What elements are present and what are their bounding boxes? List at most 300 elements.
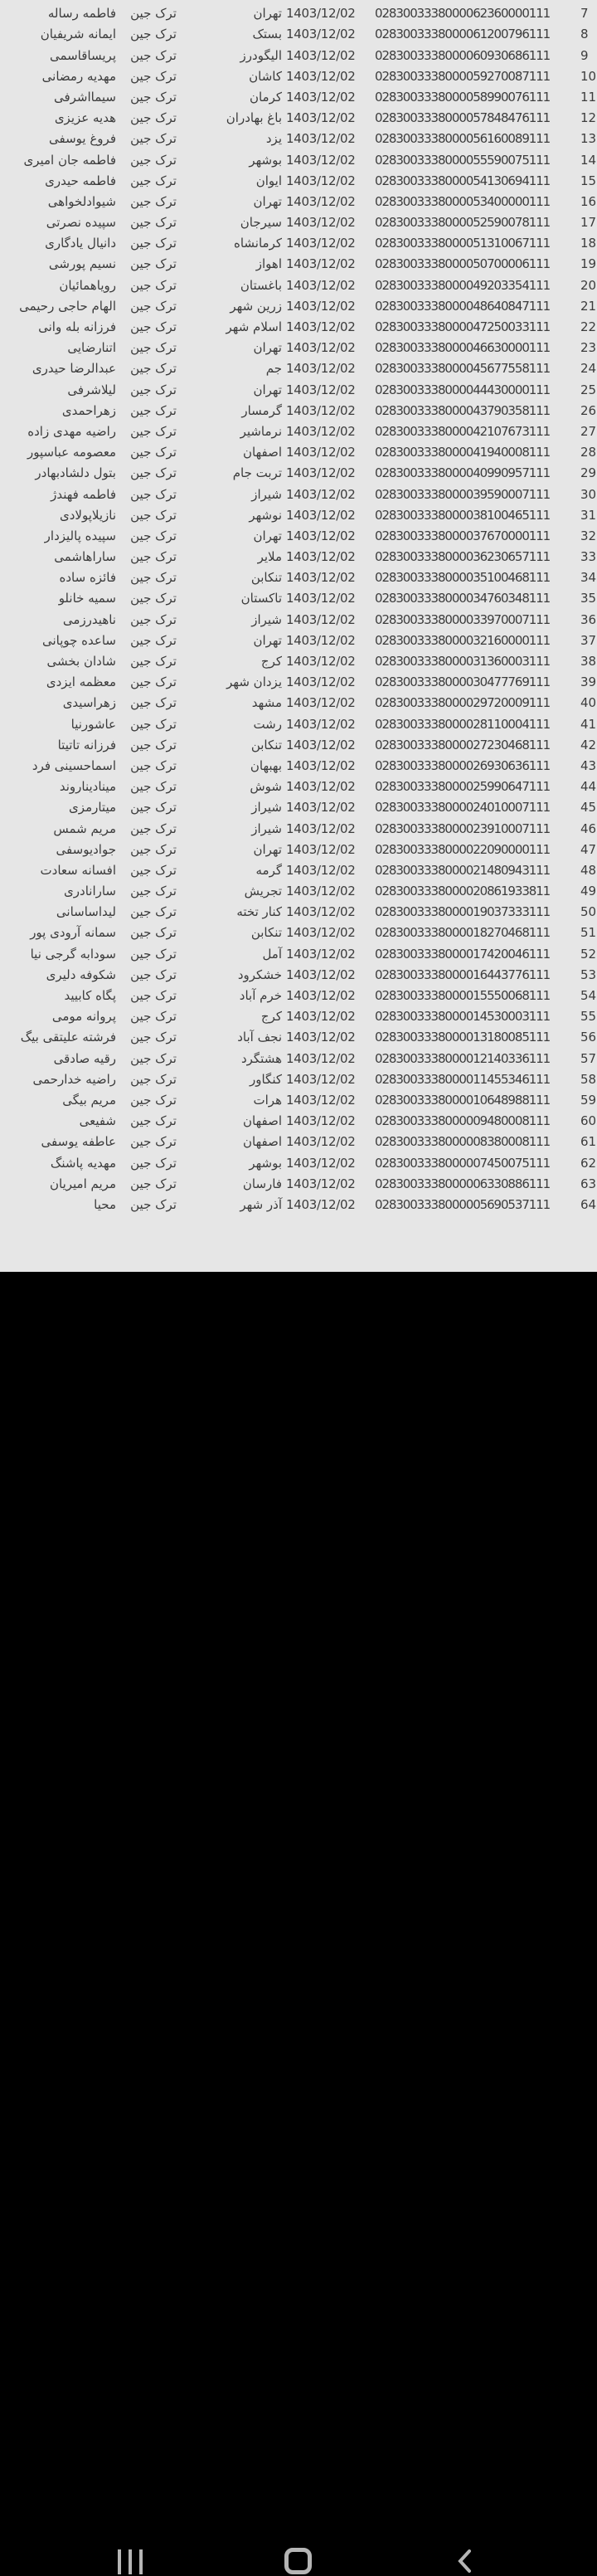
row-number: 34 (580, 570, 597, 586)
date-label: 1403/12/02 (286, 277, 356, 293)
person-name: میتارمزی (69, 800, 116, 816)
row-number: 58 (580, 1071, 597, 1087)
item-type-label: ترک جین (130, 1196, 177, 1212)
item-type-label: ترک جین (130, 632, 177, 648)
table-row[interactable] (0, 902, 597, 923)
city-label: شیراز (251, 611, 282, 627)
row-number: 64 (580, 1196, 597, 1212)
person-name: اتنارضایی (67, 340, 116, 356)
person-name: زهراسیدی (62, 695, 116, 711)
date-label: 1403/12/02 (286, 1155, 356, 1171)
item-type-label: ترک جین (130, 528, 177, 543)
person-name: ایمانه شریفیان (40, 27, 116, 42)
person-name: پگاه کابیید (64, 988, 116, 1003)
person-name: مهدیه رمضانی (41, 68, 116, 84)
barcode-number: 0283003338000052590078111 (375, 215, 551, 231)
row-number: 61 (580, 1134, 597, 1150)
item-type-label: ترک جین (130, 1009, 177, 1025)
item-type-label: ترک جین (130, 277, 177, 293)
row-number: 15 (580, 173, 597, 188)
city-label: ایوان (255, 173, 282, 188)
person-name: دانیال یادگاری (45, 236, 116, 251)
table-row[interactable] (0, 212, 597, 233)
item-type-label: ترک جین (130, 988, 177, 1003)
barcode-number: 0283003338000022090000111 (375, 841, 551, 857)
item-type-label: ترک جین (130, 402, 177, 418)
table-body (0, 0, 597, 1215)
row-number: 41 (580, 716, 597, 732)
city-label: سیرجان (240, 215, 282, 231)
barcode-number: 0283003338000021480943111 (375, 862, 551, 878)
item-type-label: ترک جین (130, 1092, 177, 1108)
city-label: اسلام شهر (226, 319, 282, 334)
barcode-number: 0283003338000055590075111 (375, 152, 551, 168)
barcode-number: 0283003338000029720009111 (375, 695, 551, 711)
city-label: تهران (253, 193, 282, 209)
row-number: 62 (580, 1155, 597, 1171)
row-number: 27 (580, 423, 597, 439)
item-type-label: ترک جین (130, 925, 177, 941)
table-row[interactable] (0, 442, 597, 463)
table-row[interactable] (0, 526, 597, 547)
item-type-label: ترک جین (130, 737, 177, 752)
table-row[interactable] (0, 338, 597, 358)
item-type-label: ترک جین (130, 570, 177, 586)
date-label: 1403/12/02 (286, 988, 356, 1003)
barcode-number: 0283003338000030477769111 (375, 674, 551, 690)
person-name: معصومه عباسپور (27, 445, 116, 460)
person-name: فاطمه جان امیری (23, 152, 116, 168)
date-label: 1403/12/02 (286, 946, 356, 962)
person-name: فاطمه حیدری (45, 173, 116, 188)
home-icon[interactable] (284, 2548, 312, 2574)
person-name: سپیده پالیزدار (44, 528, 116, 543)
city-label: نجف آباد (237, 1030, 282, 1045)
table-row[interactable] (0, 463, 597, 484)
item-type-label: ترک جین (130, 110, 177, 126)
row-number: 53 (580, 967, 597, 982)
city-label: زرین شهر (230, 298, 282, 314)
barcode-number: 0283003338000032160000111 (375, 632, 551, 648)
city-label: هرات (253, 1092, 282, 1108)
barcode-number: 0283003338000023910007111 (375, 821, 551, 836)
row-number: 39 (580, 674, 597, 690)
city-label: آذر شهر (240, 1196, 282, 1212)
city-label: تاکستان (240, 591, 282, 606)
city-label: تهران (253, 6, 282, 22)
barcode-number: 0283003338000048640847111 (375, 298, 551, 314)
row-number: 20 (580, 277, 597, 293)
barcode-number: 0283003338000043790358111 (375, 402, 551, 418)
barcode-number: 0283003338000014530003111 (375, 1009, 551, 1025)
person-name: شیوادلخواهی (47, 193, 116, 209)
table-row[interactable] (0, 150, 597, 171)
item-type-label: ترک جین (130, 904, 177, 920)
city-label: مشهد (251, 695, 282, 711)
item-type-label: ترک جین (130, 946, 177, 962)
person-name: شکوفه دلیری (46, 967, 116, 982)
city-label: کرمانشاه (233, 236, 282, 251)
table-row[interactable] (0, 944, 597, 965)
city-label: اصفهان (243, 1134, 282, 1150)
row-number: 12 (580, 110, 597, 126)
table-row[interactable] (0, 693, 597, 713)
row-number: 42 (580, 737, 597, 752)
item-type-label: ترک جین (130, 193, 177, 209)
date-label: 1403/12/02 (286, 382, 356, 397)
person-name: سارانادری (64, 884, 116, 899)
row-number: 14 (580, 152, 597, 168)
barcode-number: 0283003338000059270087111 (375, 68, 551, 84)
barcode-number: 0283003338000016443776111 (375, 967, 551, 982)
barcode-number: 0283003338000045677558111 (375, 361, 551, 377)
table-row[interactable] (0, 735, 597, 756)
table-row[interactable] (0, 797, 597, 818)
city-label: گرمه (255, 862, 282, 878)
table-row[interactable] (0, 1049, 597, 1069)
barcode-number: 0283003338000049203354111 (375, 277, 551, 293)
table-row[interactable] (0, 1027, 597, 1048)
date-label: 1403/12/02 (286, 486, 356, 502)
table-row[interactable] (0, 358, 597, 379)
item-type-label: ترک جین (130, 779, 177, 795)
row-number: 59 (580, 1092, 597, 1108)
table-row[interactable] (0, 129, 597, 149)
date-label: 1403/12/02 (286, 361, 356, 377)
barcode-number: 0283003338000053400000111 (375, 193, 551, 209)
row-number: 54 (580, 988, 597, 1003)
barcode-number: 0283003338000019037333111 (375, 904, 551, 920)
item-type-label: ترک جین (130, 1071, 177, 1087)
table-row[interactable] (0, 1174, 597, 1195)
row-number: 63 (580, 1176, 597, 1191)
barcode-number: 0283003338000054130694111 (375, 173, 551, 188)
item-type-label: ترک جین (130, 68, 177, 84)
barcode-number: 0283003338000060930686111 (375, 47, 551, 63)
city-label: تربت جام (232, 465, 282, 481)
date-label: 1403/12/02 (286, 507, 356, 523)
table-row[interactable] (0, 651, 597, 672)
table-row[interactable] (0, 965, 597, 986)
person-name: راضیه خدارحمی (32, 1071, 116, 1087)
table-row[interactable] (0, 631, 597, 651)
item-type-label: ترک جین (130, 549, 177, 565)
city-label: کنار تخته (236, 904, 282, 920)
item-type-label: ترک جین (130, 654, 177, 669)
barcode-number: 0283003338000044430000111 (375, 382, 551, 397)
city-label: آمل (262, 946, 282, 962)
table-row[interactable] (0, 24, 597, 45)
table-row[interactable] (0, 1006, 597, 1027)
table-row[interactable] (0, 756, 597, 777)
row-number: 44 (580, 779, 597, 795)
city-label: الیگودرز (240, 47, 282, 63)
table-row[interactable] (0, 1132, 597, 1152)
person-name: ساراهاشمی (54, 549, 116, 565)
date-label: 1403/12/02 (286, 6, 356, 22)
barcode-number: 0283003338000025990647111 (375, 779, 551, 795)
city-label: اهواز (255, 256, 282, 272)
row-number: 21 (580, 298, 597, 314)
person-name: معظمه ایزدی (46, 674, 116, 690)
item-type-label: ترک جین (130, 465, 177, 481)
date-label: 1403/12/02 (286, 528, 356, 543)
city-label: نرماشیر (240, 423, 282, 439)
date-label: 1403/12/02 (286, 549, 356, 565)
row-number: 22 (580, 319, 597, 334)
item-type-label: ترک جین (130, 695, 177, 711)
item-type-label: ترک جین (130, 236, 177, 251)
table-row[interactable] (0, 1111, 597, 1132)
item-type-label: ترک جین (130, 757, 177, 773)
table-row[interactable] (0, 317, 597, 338)
date-label: 1403/12/02 (286, 1113, 356, 1129)
table-row[interactable] (0, 233, 597, 254)
table-row[interactable] (0, 714, 597, 735)
date-label: 1403/12/02 (286, 1030, 356, 1045)
city-label: باغ بهادران (226, 110, 282, 126)
date-label: 1403/12/02 (286, 423, 356, 439)
person-name: افسانه سعادت (40, 862, 116, 878)
table-row[interactable] (0, 672, 597, 693)
person-name: شادان بخشی (46, 654, 116, 669)
table-row[interactable] (0, 881, 597, 902)
date-label: 1403/12/02 (286, 967, 356, 982)
barcode-number: 0283003338000026930636111 (375, 757, 551, 773)
barcode-number: 0283003338000006330886111 (375, 1176, 551, 1191)
table-row[interactable] (0, 505, 597, 526)
date-label: 1403/12/02 (286, 779, 356, 795)
barcode-number: 0283003338000011455346111 (375, 1071, 551, 1087)
barcode-number: 0283003338000020861933811 (375, 884, 551, 899)
item-type-label: ترک جین (130, 1155, 177, 1171)
barcode-number: 0283003338000007450075111 (375, 1155, 551, 1171)
person-name: جوادیوسفی (56, 841, 116, 857)
item-type-label: ترک جین (130, 967, 177, 982)
table-row[interactable] (0, 567, 597, 588)
item-type-label: ترک جین (130, 27, 177, 42)
table-row[interactable] (0, 171, 597, 192)
date-label: 1403/12/02 (286, 674, 356, 690)
city-label: بستک (252, 27, 282, 42)
city-label: کرج (260, 1009, 282, 1025)
person-name: مهدیه پاشنگ (50, 1155, 116, 1171)
barcode-number: 0283003338000058990076111 (375, 89, 551, 105)
table-row[interactable] (0, 380, 597, 401)
row-number: 13 (580, 131, 597, 147)
table-row[interactable] (0, 840, 597, 860)
table-row[interactable] (0, 421, 597, 442)
row-number: 29 (580, 465, 597, 481)
barcode-number: 0283003338000046630000111 (375, 340, 551, 356)
barcode-number: 0283003338000040990957111 (375, 465, 551, 481)
city-label: اصفهان (243, 445, 282, 460)
item-type-label: ترک جین (130, 340, 177, 356)
item-type-label: ترک جین (130, 423, 177, 439)
barcode-number: 0283003338000035100468111 (375, 570, 551, 586)
person-name: الهام حاجی رحیمی (19, 298, 116, 314)
city-label: تنکابن (250, 570, 282, 586)
row-number: 16 (580, 193, 597, 209)
row-number: 36 (580, 611, 597, 627)
item-type-label: ترک جین (130, 361, 177, 377)
person-name: سمانه آرودی پور (30, 925, 116, 941)
row-number: 46 (580, 821, 597, 836)
row-number: 38 (580, 654, 597, 669)
date-label: 1403/12/02 (286, 716, 356, 732)
back-icon[interactable] (456, 2549, 473, 2574)
row-number: 37 (580, 632, 597, 648)
date-label: 1403/12/02 (286, 193, 356, 209)
city-label: شیراز (251, 800, 282, 816)
table-row[interactable] (0, 401, 597, 421)
barcode-number: 0283003338000031360003111 (375, 654, 551, 669)
date-label: 1403/12/02 (286, 47, 356, 63)
date-label: 1403/12/02 (286, 925, 356, 941)
table-row[interactable] (0, 485, 597, 505)
city-label: تهران (253, 382, 282, 397)
date-label: 1403/12/02 (286, 236, 356, 251)
row-number: 23 (580, 340, 597, 356)
table-row[interactable] (0, 254, 597, 275)
person-name: هدیه عزیزی (54, 110, 116, 126)
city-label: جم (265, 361, 282, 377)
barcode-number: 0283003338000010648988111 (375, 1092, 551, 1108)
date-label: 1403/12/02 (286, 632, 356, 648)
date-label: 1403/12/02 (286, 1009, 356, 1025)
person-name: رویاهمائیان (59, 277, 116, 293)
date-label: 1403/12/02 (286, 611, 356, 627)
table-row[interactable] (0, 275, 597, 296)
barcode-number: 0283003338000036230657111 (375, 549, 551, 565)
person-name: سودابه گرجی نیا (30, 946, 116, 962)
barcode-number: 0283003338000024010007111 (375, 800, 551, 816)
recents-icon[interactable] (118, 2549, 143, 2574)
barcode-number: 0283003338000050700006111 (375, 256, 551, 272)
person-name: مریم بیگی (62, 1092, 116, 1108)
city-label: تهران (253, 340, 282, 356)
row-number: 57 (580, 1050, 597, 1066)
person-name: پریساقاسمی (49, 47, 116, 63)
barcode-number: 0283003338000034760348111 (375, 591, 551, 606)
item-type-label: ترک جین (130, 382, 177, 397)
table-row[interactable] (0, 986, 597, 1006)
person-name: فاطمه فهندژ (51, 486, 116, 502)
row-number: 56 (580, 1030, 597, 1045)
table-row[interactable] (0, 192, 597, 212)
person-name: سمیه خانلو (58, 591, 116, 606)
barcode-number: 0283003338000047250033111 (375, 319, 551, 334)
row-number: 45 (580, 800, 597, 816)
person-name: عاشورنیا (70, 716, 116, 732)
table-row[interactable] (0, 547, 597, 567)
city-label: تهران (253, 841, 282, 857)
row-number: 30 (580, 486, 597, 502)
person-name: لیلاشرفی (67, 382, 116, 397)
person-name: ساعده چوپانی (41, 632, 116, 648)
row-number: 10 (580, 68, 597, 84)
person-name: بتول دلشادبهادر (35, 465, 116, 481)
row-number: 35 (580, 591, 597, 606)
person-name: پروانه مومی (51, 1009, 116, 1025)
table-row[interactable] (0, 1153, 597, 1174)
date-label: 1403/12/02 (286, 1092, 356, 1108)
date-label: 1403/12/02 (286, 319, 356, 334)
date-label: 1403/12/02 (286, 215, 356, 231)
table-row[interactable] (0, 1090, 597, 1111)
table-row[interactable] (0, 777, 597, 797)
table-row[interactable] (0, 860, 597, 881)
date-label: 1403/12/02 (286, 1176, 356, 1191)
barcode-number: 0283003338000039590007111 (375, 486, 551, 502)
barcode-number: 0283003338000042107673111 (375, 423, 551, 439)
row-number: 47 (580, 841, 597, 857)
item-type-label: ترک جین (130, 862, 177, 878)
row-number: 7 (580, 6, 589, 22)
table-row[interactable] (0, 610, 597, 631)
table-row[interactable] (0, 923, 597, 943)
row-number: 9 (580, 47, 589, 63)
barcode-number: 0283003338000051310067111 (375, 236, 551, 251)
barcode-number: 0283003338000061200796111 (375, 27, 551, 42)
table-row[interactable] (0, 1195, 597, 1215)
person-name: سیمااشرفی (53, 89, 116, 105)
table-row[interactable] (0, 296, 597, 317)
city-label: تنکابن (250, 925, 282, 941)
barcode-number: 0283003338000018270468111 (375, 925, 551, 941)
table-row[interactable] (0, 66, 597, 87)
row-number: 24 (580, 361, 597, 377)
item-type-label: ترک جین (130, 1113, 177, 1129)
city-label: شیراز (251, 821, 282, 836)
table-row[interactable] (0, 588, 597, 609)
table-row[interactable] (0, 108, 597, 129)
city-label: بهبهان (250, 757, 282, 773)
row-number: 17 (580, 215, 597, 231)
person-name: محیا (94, 1196, 116, 1212)
item-type-label: ترک جین (130, 173, 177, 188)
person-name: شفیعی (79, 1113, 116, 1129)
item-type-label: ترک جین (130, 611, 177, 627)
table-row[interactable] (0, 819, 597, 840)
date-label: 1403/12/02 (286, 841, 356, 857)
person-name: فائزه ساده (59, 570, 116, 586)
city-label: ملایر (257, 549, 282, 565)
item-type-label: ترک جین (130, 591, 177, 606)
city-label: هشتگرد (240, 1050, 282, 1066)
barcode-number: 0283003338000005690537111 (375, 1196, 551, 1212)
table-row[interactable] (0, 3, 597, 24)
date-label: 1403/12/02 (286, 800, 356, 816)
table-row[interactable] (0, 1069, 597, 1090)
date-label: 1403/12/02 (286, 27, 356, 42)
date-label: 1403/12/02 (286, 757, 356, 773)
table-row[interactable] (0, 46, 597, 66)
row-number: 11 (580, 89, 597, 105)
city-label: گرمسار (241, 402, 282, 418)
person-name: فروغ یوسفی (49, 131, 116, 147)
records-list (0, 0, 597, 1272)
city-label: خشکرود (237, 967, 282, 982)
item-type-label: ترک جین (130, 884, 177, 899)
date-label: 1403/12/02 (286, 445, 356, 460)
city-label: تنکابن (250, 737, 282, 752)
table-row[interactable] (0, 87, 597, 108)
person-name: نسیم پورشی (48, 256, 116, 272)
barcode-number: 0283003338000015550068111 (375, 988, 551, 1003)
row-number: 40 (580, 695, 597, 711)
date-label: 1403/12/02 (286, 1196, 356, 1212)
